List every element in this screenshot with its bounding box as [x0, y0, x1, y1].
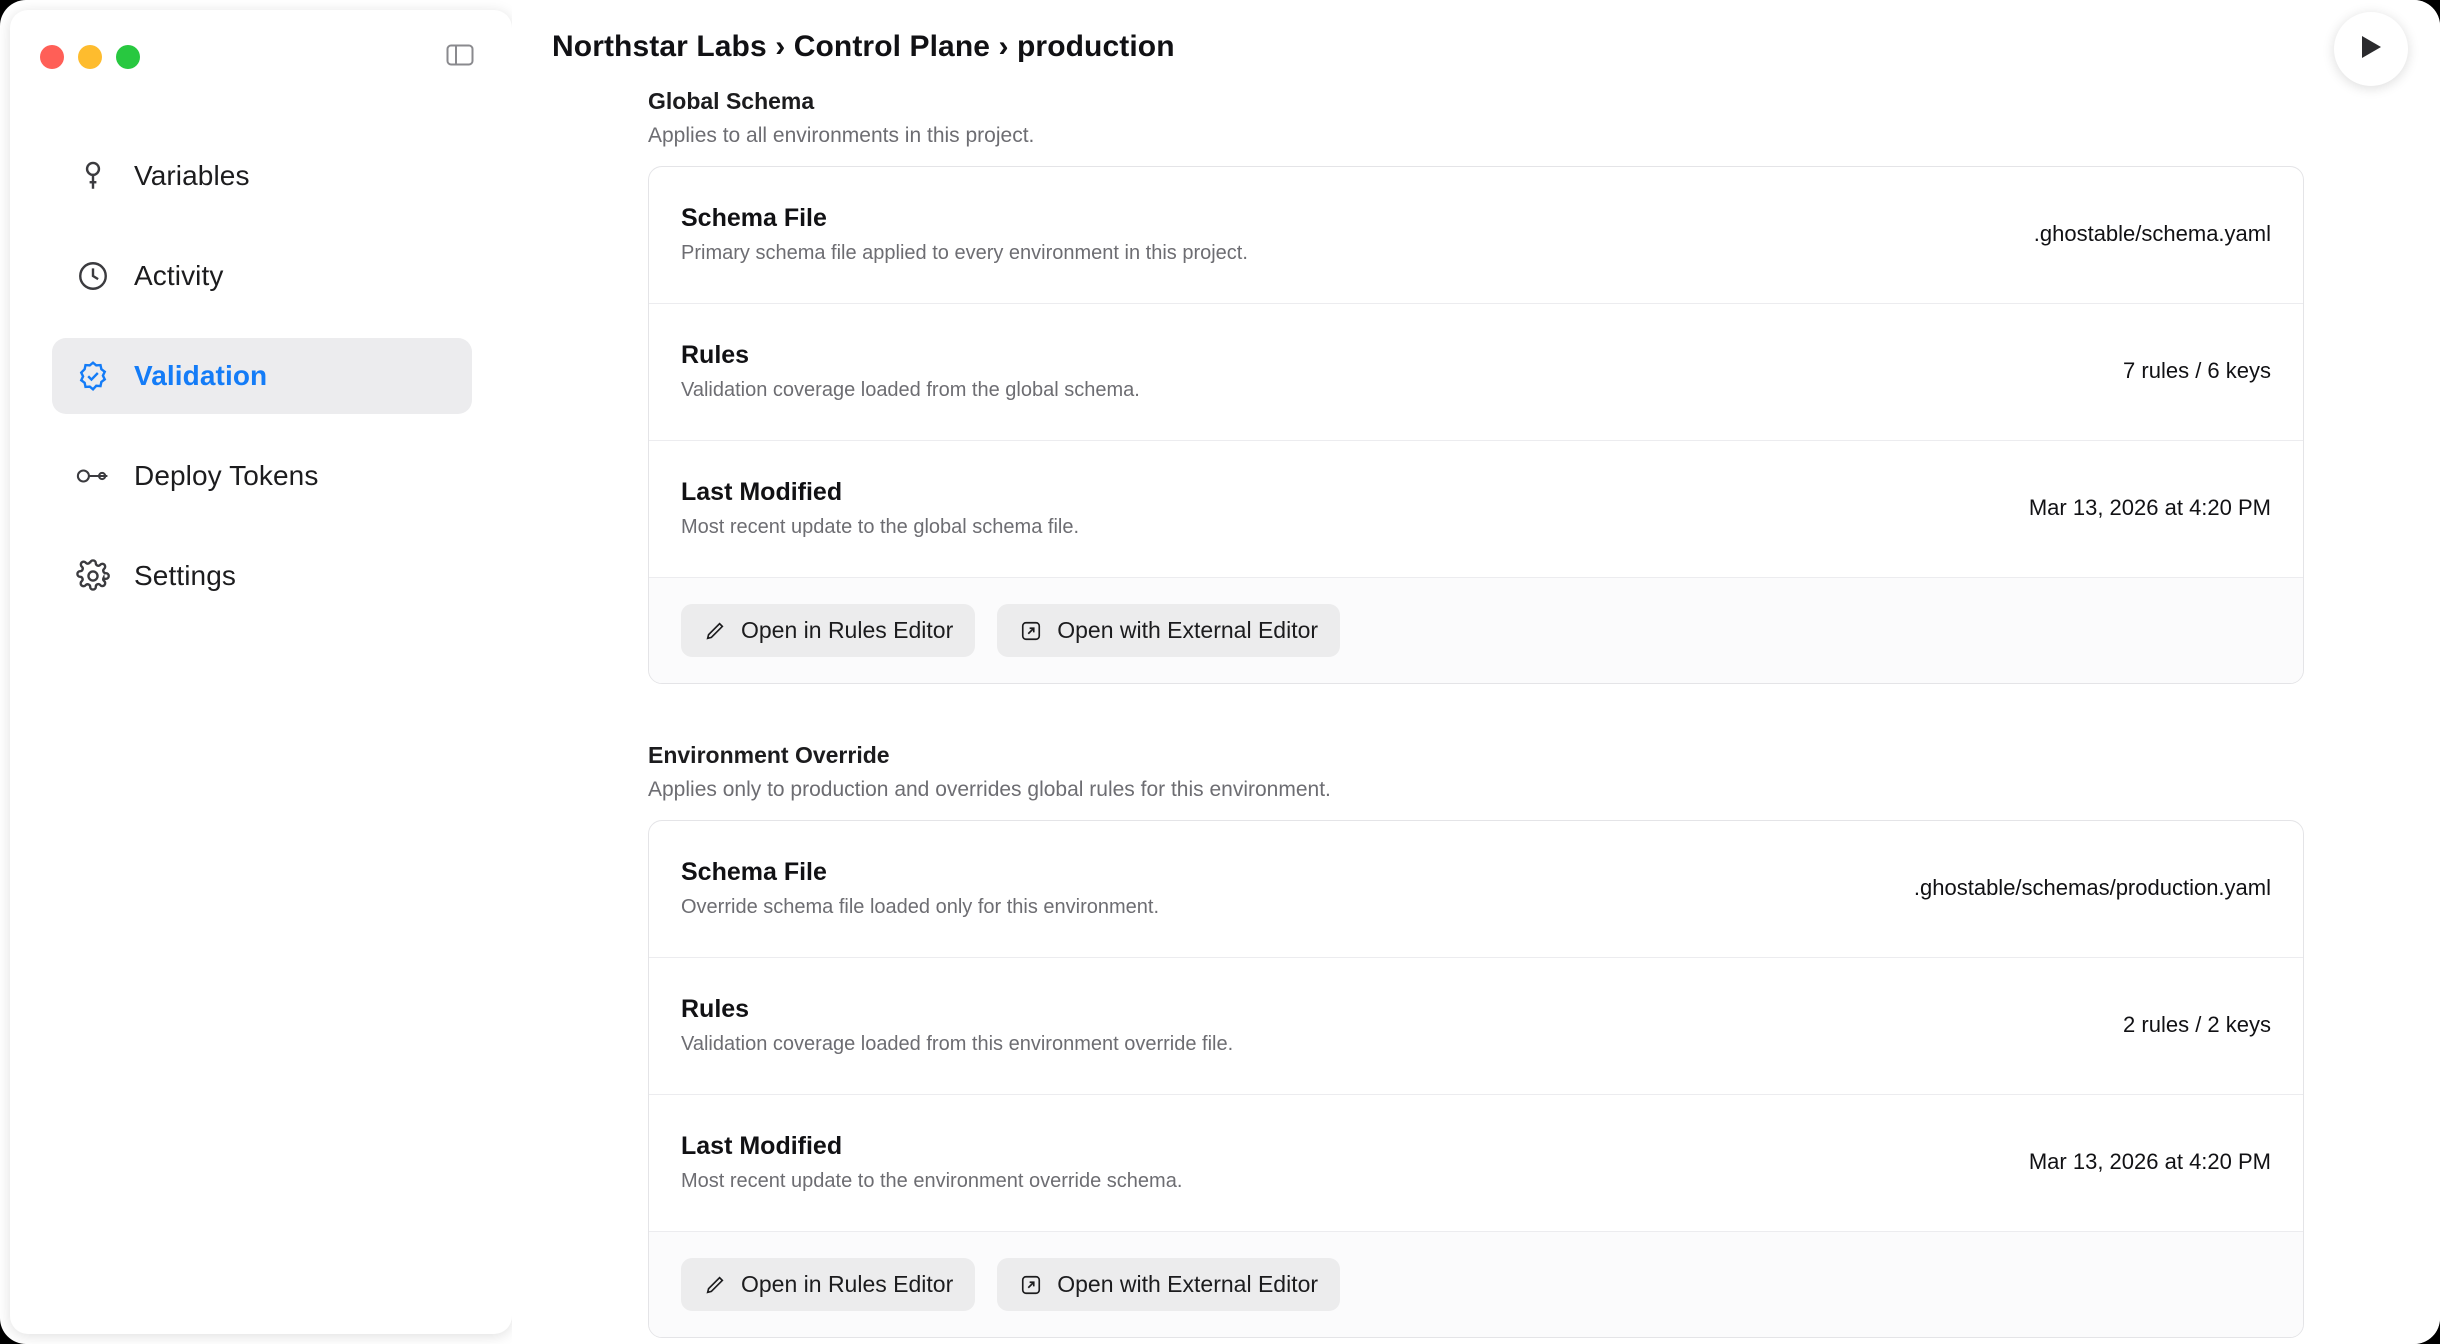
button-label: Open with External Editor: [1057, 1271, 1319, 1297]
sidebar-item-label: Variables: [134, 160, 250, 191]
sidebar-toggle-icon[interactable]: [446, 43, 474, 67]
external-link-icon: [1019, 1273, 1043, 1297]
section-title: Global Schema: [648, 88, 815, 114]
row-description: Primary schema file applied to every environment in this project.: [681, 241, 1248, 264]
row-value: .ghostable/schemas/production.yaml: [1913, 875, 2271, 900]
section-subtitle: Applies to all environments in this project.: [648, 124, 1035, 147]
button-label: Open in Rules Editor: [741, 1271, 954, 1297]
open-in-rules-editor-button[interactable]: [681, 1258, 975, 1311]
row-title: Last Modified: [681, 1131, 843, 1160]
tokens-icon: [74, 457, 112, 495]
key-icon: [74, 157, 112, 195]
window-traffic-lights: [40, 45, 140, 69]
sidebar-item-settings[interactable]: [52, 538, 472, 614]
external-link-icon: [1019, 619, 1043, 643]
section-title: Environment Override: [648, 742, 890, 768]
button-label: Open in Rules Editor: [741, 617, 954, 643]
environment-override-card: [648, 820, 2304, 1338]
open-with-external-editor-button[interactable]: [997, 1258, 1340, 1311]
main-panel: [512, 0, 2440, 1344]
run-button[interactable]: [2334, 12, 2408, 86]
breadcrumb: Northstar Labs › Control Plane › production: [552, 30, 1175, 63]
row-value: Mar 13, 2026 at 4:20 PM: [2028, 1149, 2271, 1174]
sidebar-nav: [52, 138, 472, 638]
minimize-window-button[interactable]: [78, 45, 102, 69]
pencil-icon: [703, 1273, 727, 1297]
row-title: Schema File: [681, 857, 827, 886]
open-in-rules-editor-button[interactable]: [681, 604, 975, 657]
row-title: Rules: [681, 340, 750, 369]
table-row: [649, 304, 2303, 441]
global-schema-actions: [649, 578, 2303, 683]
gear-icon: [74, 557, 112, 595]
zoom-window-button[interactable]: [116, 45, 140, 69]
table-row: [649, 441, 2303, 578]
row-value: .ghostable/schema.yaml: [2033, 221, 2271, 246]
pencil-icon: [703, 619, 727, 643]
button-label: Open with External Editor: [1057, 617, 1319, 643]
sidebar: [10, 10, 512, 1334]
settings-content: [512, 88, 2440, 1344]
section-global-schema: [512, 88, 2440, 684]
row-title: Rules: [681, 994, 750, 1023]
row-description: Override schema file loaded only for this environment.: [681, 895, 1160, 918]
sidebar-item-label: Validation: [134, 360, 268, 391]
section-environment-override: [512, 742, 2440, 1338]
sidebar-item-activity[interactable]: [52, 238, 472, 314]
row-value: Mar 13, 2026 at 4:20 PM: [2028, 495, 2271, 520]
table-row: [649, 821, 2303, 958]
check-badge-icon: [74, 357, 112, 395]
table-row: [649, 958, 2303, 1095]
row-title: Schema File: [681, 203, 827, 232]
row-description: Most recent update to the global schema file.: [681, 515, 1080, 538]
global-schema-card: [648, 166, 2304, 684]
sidebar-item-label: Settings: [134, 560, 236, 591]
play-icon: [2358, 33, 2384, 66]
row-description: Validation coverage loaded from this environment override file.: [681, 1032, 1234, 1055]
open-with-external-editor-button[interactable]: [997, 604, 1340, 657]
table-row: [649, 1095, 2303, 1232]
row-value: 2 rules / 2 keys: [2123, 1012, 2271, 1037]
clock-icon: [74, 257, 112, 295]
sidebar-item-label: Activity: [134, 260, 224, 291]
sidebar-item-deploy-tokens[interactable]: [52, 438, 472, 514]
section-subtitle: Applies only to production and overrides global rules for this environment.: [648, 778, 1331, 801]
row-description: Most recent update to the environment override schema.: [681, 1169, 1183, 1192]
sidebar-item-validation[interactable]: [52, 338, 472, 414]
sidebar-item-variables[interactable]: [52, 138, 472, 214]
close-window-button[interactable]: [40, 45, 64, 69]
row-value: 7 rules / 6 keys: [2123, 358, 2271, 383]
row-description: Validation coverage loaded from the global schema.: [681, 378, 1140, 401]
environment-override-actions: [649, 1232, 2303, 1337]
row-title: Last Modified: [681, 477, 843, 506]
table-row: [649, 167, 2303, 304]
sidebar-item-label: Deploy Tokens: [134, 460, 319, 491]
